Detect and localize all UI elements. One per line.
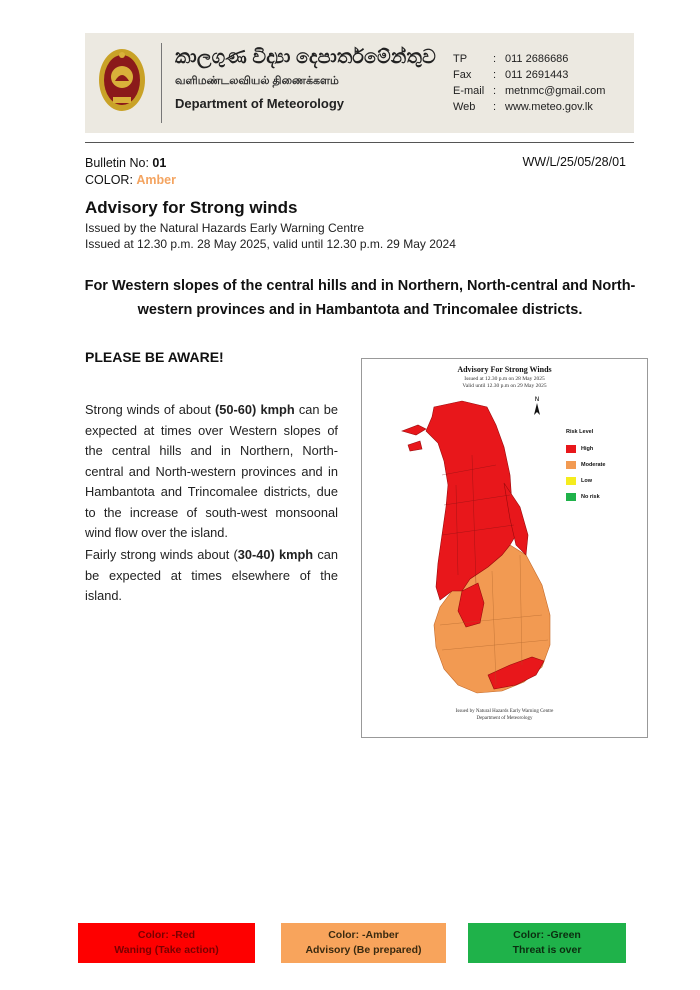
jaffna-islands [402, 425, 426, 451]
color-key-red [78, 923, 255, 963]
legend-label: High [581, 446, 594, 452]
header-divider [161, 43, 162, 123]
contact-row-web: Web : www.meteo.gov.lk [453, 101, 593, 113]
header-rule [85, 142, 634, 143]
contact-value[interactable]: www.meteo.gov.lk [505, 101, 593, 113]
legend-item-no-risk [566, 489, 605, 505]
be-aware-heading: PLEASE BE AWARE! [85, 349, 224, 365]
letterhead [85, 33, 634, 133]
issue-details [85, 220, 456, 252]
affected-area: For Western slopes of the central hills and in Northern, North-central and North-western provinces and in Hambantota and Trincomalee districts. [84, 278, 636, 318]
color-key-label: Color: -Green [513, 929, 581, 941]
sri-lanka-map [392, 395, 562, 695]
legend-title: Risk Level [566, 429, 594, 435]
map-issued: Issued at 12.30 p.m on 28 May 2025 [464, 376, 545, 382]
bulletin-no-label: Bulletin No: [85, 156, 153, 170]
org-name-tamil: வளிமண்டலவியல் திணைக்களம் [175, 75, 339, 87]
color-value: Amber [136, 173, 176, 187]
legend-label: Moderate [581, 462, 606, 468]
contact-value: 011 2691443 [505, 69, 569, 81]
legend-item-moderate [566, 457, 605, 473]
color-key-meaning: Threat is over [512, 944, 582, 956]
contact-row-email: E-mail : metnmc@gmail.com [453, 85, 606, 97]
org-name-english: Department of Meteorology [175, 96, 345, 111]
contact-row-tp: TP : 011 2686686 [453, 53, 569, 65]
contact-info [453, 51, 605, 115]
contact-value[interactable]: metnmc@gmail.com [505, 85, 606, 97]
map-legend [566, 429, 605, 505]
bulletin-info [85, 155, 176, 189]
legend-item-high [566, 441, 605, 457]
contact-key: E-mail [453, 85, 485, 97]
color-key-label: Color: -Amber [328, 929, 399, 941]
color-key-label: Color: -Red [137, 929, 196, 941]
contact-value: 011 2686686 [505, 53, 569, 65]
map-title: Advisory For Strong Winds [457, 365, 552, 374]
map-credit-department: Department of Meteorology [476, 716, 533, 721]
svg-text:N: N [534, 396, 540, 403]
contact-key: TP [453, 53, 468, 65]
color-label: COLOR: [85, 173, 137, 187]
color-key-amber [281, 923, 446, 963]
legend-item-low [566, 473, 605, 489]
fairly-strong-winds-paragraph: Fairly strong winds about (30-40) kmph can be expected at times elsewhere of the island. [85, 547, 338, 603]
legend-label: No risk [581, 494, 600, 500]
legend-label: Low [581, 478, 592, 484]
bulletin-reference: WW/L/25/05/28/01 [522, 155, 626, 169]
strong-winds-paragraph: Strong winds of about (50-60) kmph can be expected at times over Western slopes of the central hills and in Northern, North-central and North-western provinces and in Hambantota and Trincomalee districts, due to the increase of south-west monsoonal wind flow over the island. [85, 402, 339, 540]
map-credit: Issued by Natural Hazards Early Warning Centre [455, 709, 554, 714]
contact-key: Fax [453, 69, 472, 81]
organization-name [175, 47, 436, 111]
map-valid: Valid until 12.30 p.m on 29 May 2025 [462, 383, 547, 389]
risk-map [361, 358, 648, 738]
color-key-green [468, 923, 626, 963]
national-emblem-icon [97, 47, 147, 113]
advisory-title: Advisory for Strong winds [85, 198, 298, 217]
org-name-sinhala: කාලගුණ විද්‍යා දෙපාර්තමේන්තුව [175, 47, 436, 68]
issued-by: Issued by the Natural Hazards Early Warning Centre [85, 221, 365, 235]
contact-row-fax: Fax : 011 2691443 [453, 69, 569, 81]
color-key-meaning: Waning (Take action) [114, 944, 219, 956]
contact-key: Web [453, 101, 476, 113]
bulletin-no-value: 01 [152, 156, 167, 170]
issued-at: Issued at 12.30 p.m. 28 May 2025, valid until 12.30 p.m. 29 May 2024 [85, 237, 456, 251]
color-key-meaning: Advisory (Be prepared) [305, 944, 422, 956]
